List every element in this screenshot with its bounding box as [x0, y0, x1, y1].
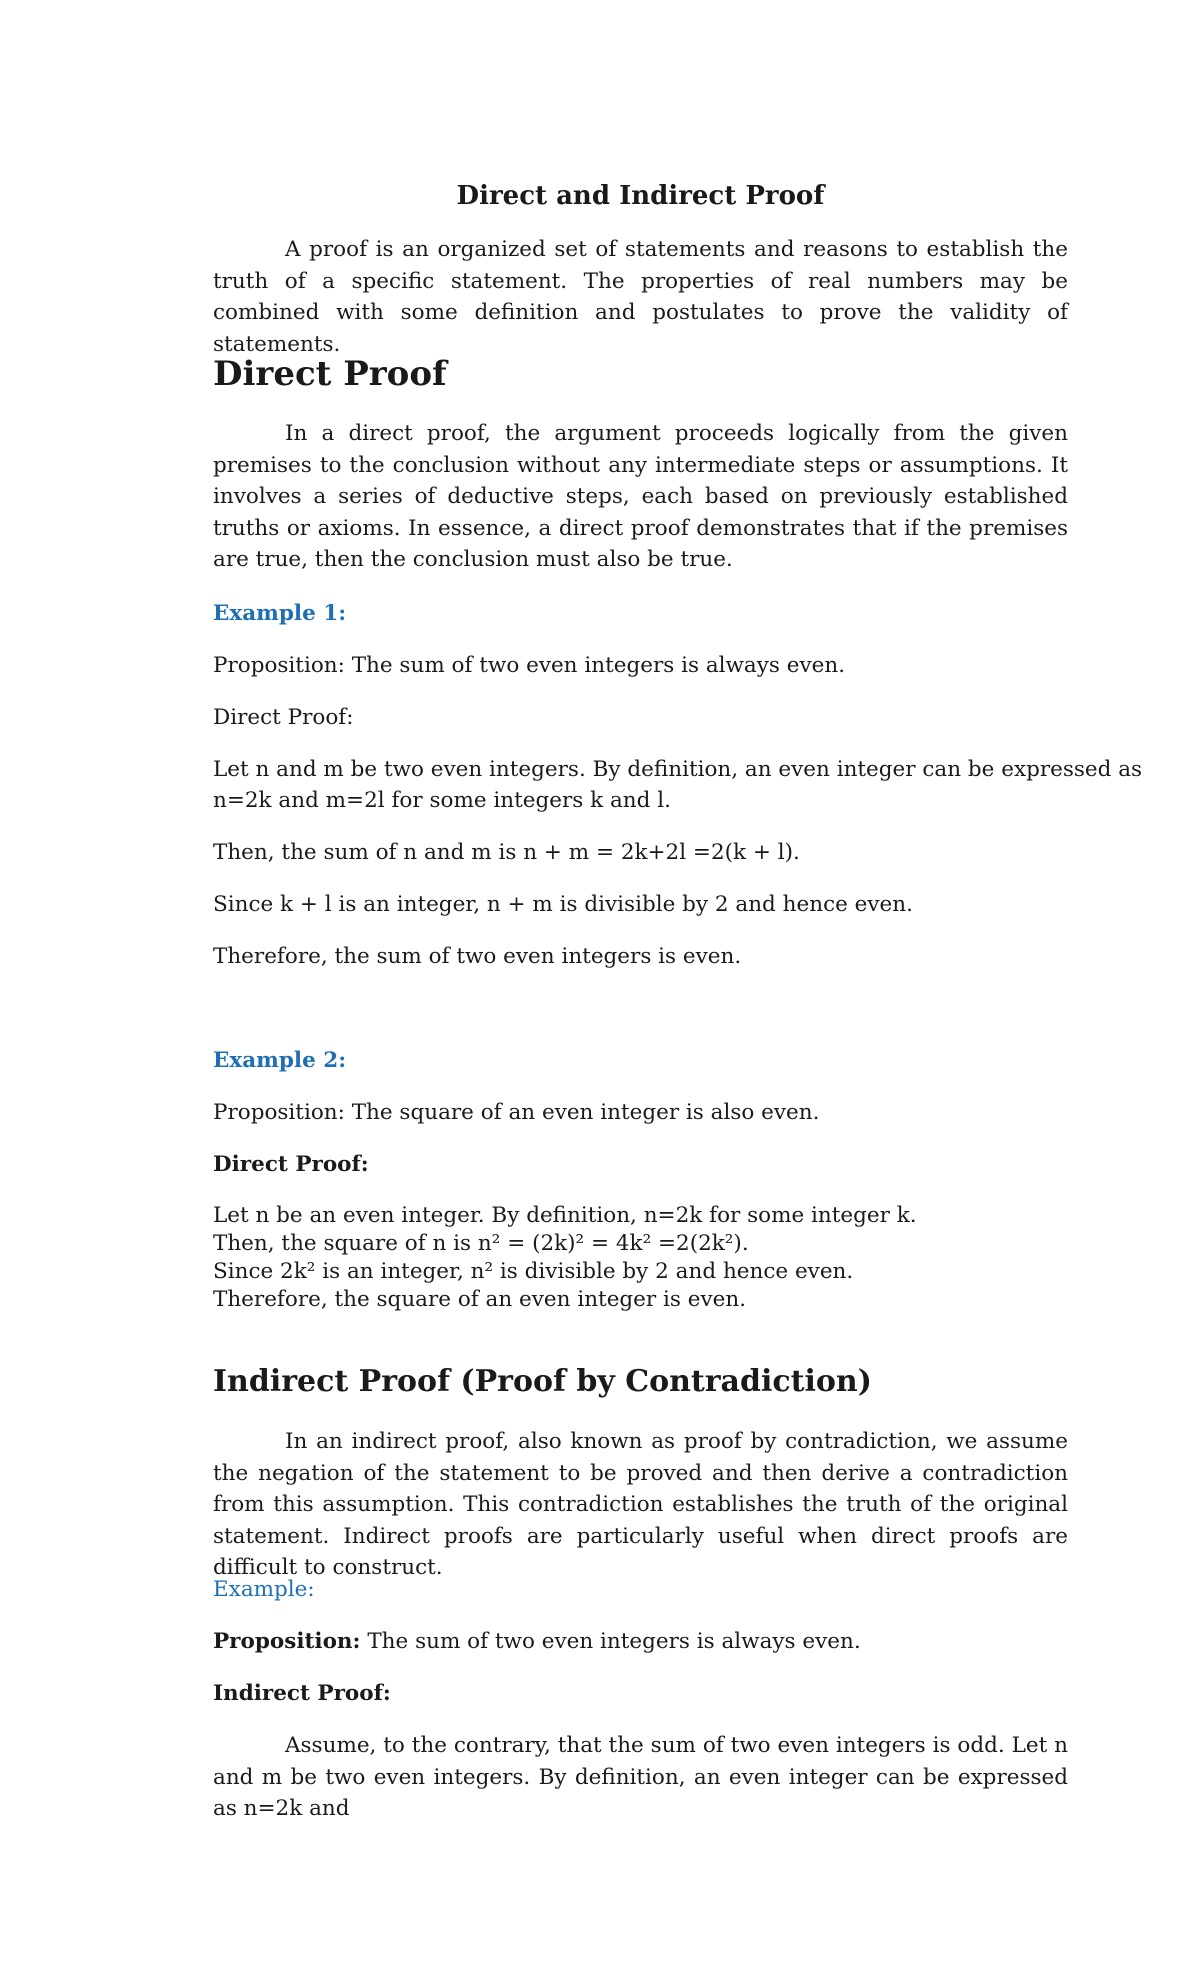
indirect-proof-description: In an indirect proof, also known as proof by contradiction, we assume the negation of the statement to be proved and then derive a contradiction from this assumption. This contradiction establishes the truth of the original statement. Indirect proofs are particularly useful when direct proofs are difficult to construct.	[213, 1429, 1068, 1580]
example-2-proposition: Proposition: The square of an even integer is also even.	[213, 1100, 820, 1125]
example-2-heading: Example 2:	[213, 1048, 347, 1073]
proposition-label: Proposition:	[213, 1629, 361, 1654]
example-1-line-3: Then, the sum of n and m is n + m = 2k+2l =2(k + l).	[213, 840, 800, 865]
example-1-line-4: Since k + l is an integer, n + m is divisible by 2 and hence even.	[213, 892, 913, 917]
example-2-line-3: Since 2k² is an integer, n² is divisible by 2 and hence even.	[213, 1259, 854, 1284]
example-1-line-5: Therefore, the sum of two even integers is even.	[213, 944, 742, 969]
example-1-heading: Example 1:	[213, 601, 347, 626]
intro-paragraph: A proof is an organized set of statements and reasons to establish the truth of a specific statement. The properties of real numbers may be combined with some definition and postulates to prove the validity of statements.	[213, 237, 1068, 357]
example-1-line-2: n=2k and m=2l for some integers k and l.	[213, 788, 671, 813]
example-1-proof-label: Direct Proof:	[213, 705, 354, 730]
indirect-proof-label: Indirect Proof:	[213, 1681, 391, 1706]
document-title: Direct and Indirect Proof	[456, 181, 825, 211]
indirect-proof-heading: Indirect Proof (Proof by Contradiction)	[213, 1364, 872, 1399]
indirect-example-proposition	[213, 1626, 1068, 1658]
indirect-example-heading: Example:	[213, 1577, 315, 1602]
indirect-proof-body: Assume, to the contrary, that the sum of two even integers is odd. Let n and m be two even integers. By definition, an even integer can be expressed as n=2k and	[213, 1733, 1068, 1821]
example-1-line-1: Let n and m be two even integers. By definition, an even integer can be expressed as	[213, 757, 1143, 782]
example-1-proposition: Proposition: The sum of two even integers is always even.	[213, 653, 846, 678]
direct-proof-description: In a direct proof, the argument proceeds logically from the given premises to the conclusion without any intermediate steps or assumptions. It involves a series of deductive steps, each based on previously established truths or axioms. In essence, a direct proof demonstrates that if the premises are true, then the conclusion must also be true.	[213, 421, 1068, 572]
proposition-text: The sum of two even integers is always even.	[360, 1629, 861, 1654]
example-2-line-1: Let n be an even integer. By definition, n=2k for some integer k.	[213, 1203, 917, 1228]
direct-proof-heading: Direct Proof	[213, 354, 447, 394]
example-2-proof-label: Direct Proof:	[213, 1152, 369, 1177]
example-2-line-2: Then, the square of n is n² = (2k)² = 4k² =2(2k²).	[213, 1231, 749, 1256]
example-2-line-4: Therefore, the square of an even integer is even.	[213, 1287, 747, 1312]
